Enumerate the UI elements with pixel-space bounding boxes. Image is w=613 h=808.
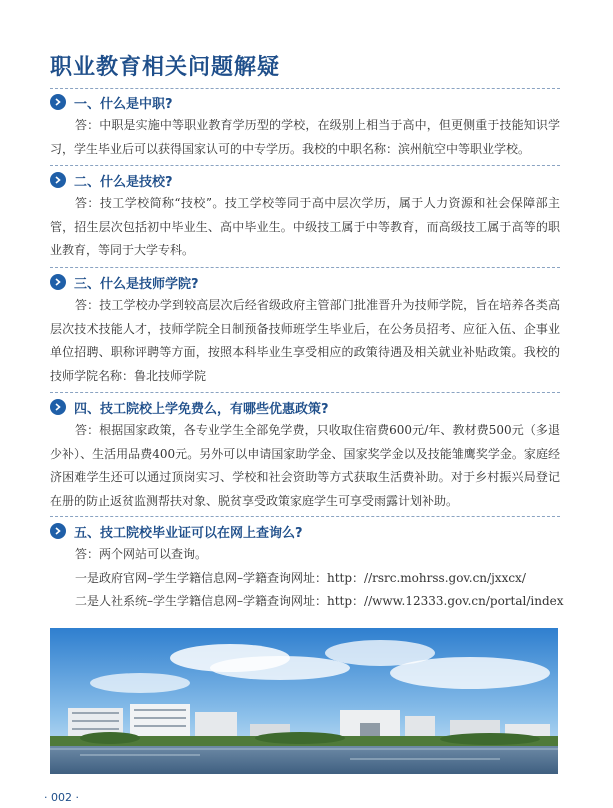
section-divider — [50, 267, 560, 268]
chevron-right-circle-icon — [50, 274, 66, 290]
query-url-line: 二是人社系统–学生学籍信息网–学籍查询网址：http：//www.12333.gov.cn/portal/index — [75, 594, 564, 608]
faq-section — [50, 170, 560, 263]
page-title: 职业教育相关问题解疑 — [50, 55, 281, 80]
section-divider — [50, 165, 560, 166]
chevron-right-circle-icon — [50, 399, 66, 415]
faq-section — [50, 272, 560, 388]
page-number: · 002 · — [44, 791, 79, 804]
answer-text: 答：中职是实施中等职业教育学历型的学校，在级别上相当于高中，但更侧重于技能知识学习，学生毕业后可以获得国家认可的中专学历。我校的中职名称：滨州航空中等职业学校。 — [50, 118, 560, 156]
question-title: 二、什么是技校? — [74, 174, 173, 190]
question-heading — [50, 170, 560, 190]
answer-text: 答：两个网站可以查询。 — [75, 547, 208, 561]
section-divider — [50, 516, 560, 517]
question-title: 三、什么是技师学院? — [74, 276, 199, 292]
question-heading — [50, 397, 560, 417]
answer-text: 答：技工学校简称“技校”。技工学校等同于高中层次学历，属于人力资源和社会保障部主管，招生层次包括初中毕业生、高中毕业生。中级技工属于中等教育，而高级技工属于高等的职业教育，等同于大学专科。 — [50, 196, 560, 257]
campus-photo — [50, 628, 558, 774]
question-title: 五、技工院校毕业证可以在网上查询么? — [74, 525, 303, 541]
question-heading — [50, 272, 560, 292]
section-divider — [50, 392, 560, 393]
chevron-right-circle-icon — [50, 172, 66, 188]
faq-section — [50, 92, 560, 161]
chevron-right-circle-icon — [50, 523, 66, 539]
faq-section — [50, 397, 560, 513]
section-divider — [50, 88, 560, 89]
query-url-line: 一是政府官网–学生学籍信息网–学籍查询网址：http：//rsrc.mohrss.gov.cn/jxxcx/ — [75, 570, 526, 585]
question-title: 一、什么是中职? — [74, 96, 173, 112]
faq-section — [50, 521, 564, 614]
answer-text: 答：根据国家政策，各专业学生全部免学费，只收取住宿费600元/年、教材费500元（多退少补）、生活用品费400元。另外可以申请国家助学金、国家奖学金以及技能雏鹰奖学金。家庭经济困难学生还可以通过顶岗实习、学校和社会资助等方式获取生活费补助。对于乡村振兴局登记在册的防止返贫监测帮扶对象、脱贫享受政策家庭学生可享受雨露计划补助。 — [50, 423, 560, 508]
answer-text: 答：技工学校办学到较高层次后经省级政府主管部门批准晋升为技师学院，旨在培养各类高层次技术技能人才，技师学院全日制预备技师班学生毕业后，在公务员招考、应征入伍、企事业单位招聘、职称评聘等方面，按照本科毕业生享受相应的政策待遇及相关就业补贴政策。我校的技师学院名称：鲁北技师学院 — [50, 298, 560, 383]
question-title: 四、技工院校上学免费么，有哪些优惠政策? — [74, 401, 329, 417]
question-heading — [50, 92, 560, 112]
question-heading — [50, 521, 560, 541]
chevron-right-circle-icon — [50, 94, 66, 110]
